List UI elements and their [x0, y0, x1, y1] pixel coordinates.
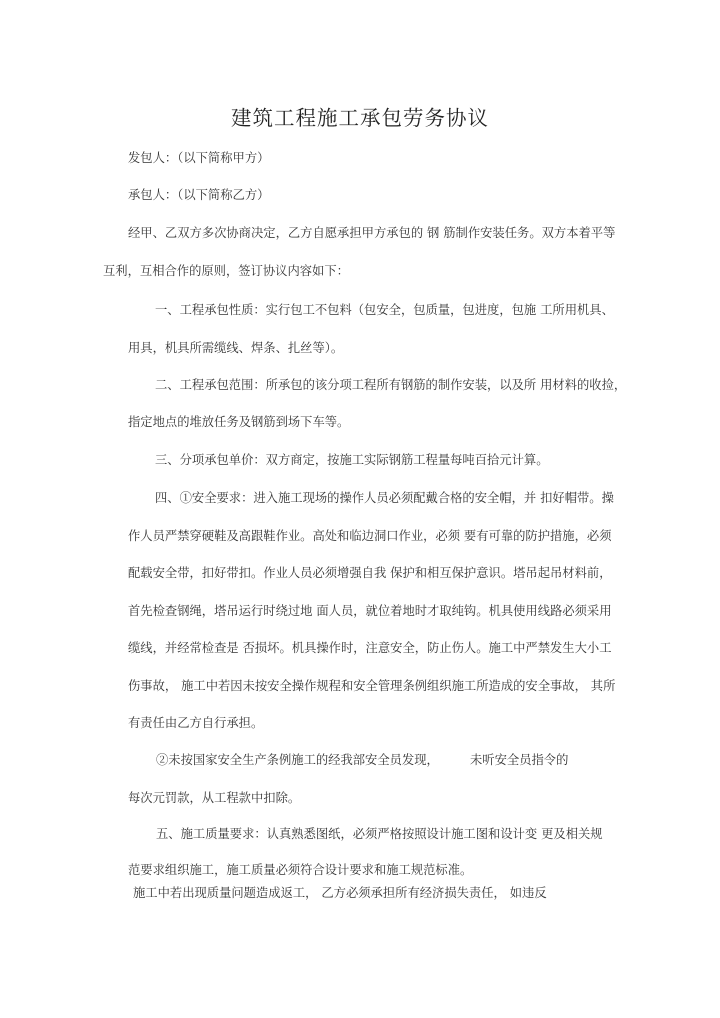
- party-b-line: 承包人：（以下简称乙方）: [128, 188, 270, 202]
- clause-4-line: 缆线，并经常检查是 否损坏。机具操作时，注意安全，防止伤人。施工中严禁发生大小工: [128, 641, 612, 655]
- party-a-line: 发包人：（以下简称甲方）: [128, 151, 270, 165]
- clause-2-line: 二、工程承包范围：所承包的该分项工程所有钢筋的制作安装，以及所 用材料的收捡，: [155, 378, 627, 392]
- clause-5-line: 范要求组织施工，施工质量必须符合设计要求和施工规范标准。: [128, 863, 473, 877]
- intro-paragraph-line: 经甲、乙双方多次协商决定，乙方自愿承担甲方承包的 钢 筋制作安装任务。双方本着平等: [128, 226, 616, 240]
- clause-3-line: 三、分项承包单价：双方商定，按施工实际钢筋工程量每吨百拾元计算。: [155, 453, 549, 467]
- clause-4-item-2-line: 未听安全员指令的: [470, 753, 569, 767]
- clause-4-line: 作人员严禁穿硬鞋及高跟鞋作业。高处和临边洞口作业，必须 要有可靠的防护措施，必须: [128, 529, 612, 543]
- clause-1-line: 一、工程承包性质：实行包工不包料（包安全，包质量，包进度，包施 工所用机具、: [155, 303, 614, 317]
- clause-4-line: 首先检查钢绳，塔吊运行时绕过地 面人员，就位着地时才取纯钩。机具使用线路必须采用: [128, 604, 612, 618]
- clause-5-line: 施工中若出现质量问题造成返工， 乙方必须承担所有经济损失责任， 如违反: [133, 886, 547, 900]
- clause-4-line: 配载安全带，扣好带扣。作业人员必须增强自我 保护和相互保护意识。塔吊起吊材料前，: [128, 566, 612, 580]
- clause-4-item-2-line: ②未按国家安全生产条例施工的经我部安全员发现，: [156, 753, 439, 767]
- clause-4-line: 四、①安全要求：进入施工现场的操作人员必须配戴合格的安全帽，并 扣好帽带。操: [155, 491, 614, 505]
- clause-2-line: 指定地点的堆放任务及钢筋到场下车等。: [128, 415, 350, 429]
- clause-4-line: 伤事故， 施工中若因未按安全操作规程和安全管理条例组织施工所造成的安全事故， 其所: [128, 679, 616, 693]
- clause-1-line: 用具，机具所需缆线、焊条、扎丝等）。: [128, 341, 344, 355]
- clause-4-item-2-line: 每次元罚款，从工程款中扣除。: [128, 791, 301, 805]
- clause-4-line: 有责任由乙方自行承担。: [128, 716, 264, 730]
- clause-5-line: 五、施工质量要求：认真熟悉图纸，必须严格按照设计施工图和设计变 更及相关规: [156, 827, 603, 841]
- document-title: 建筑工程施工承包劳务协议: [231, 106, 489, 130]
- intro-paragraph-line: 互利，互相合作的原则，签订协议内容如下：: [103, 264, 349, 278]
